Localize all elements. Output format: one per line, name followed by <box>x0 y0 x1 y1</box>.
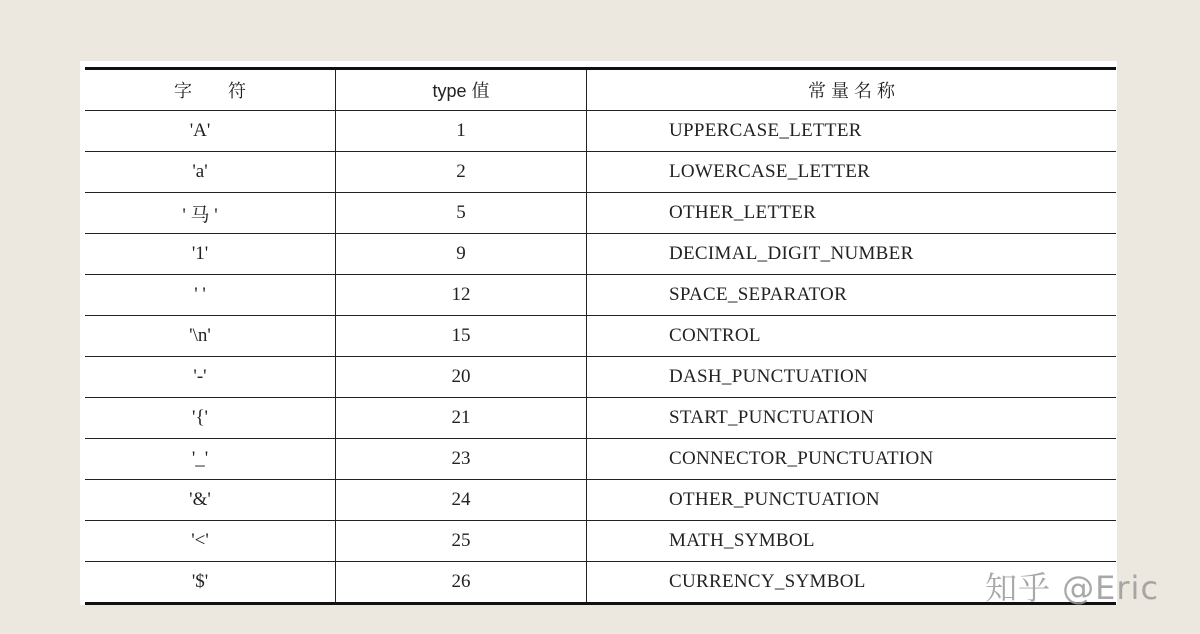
header-type-value: type 值 <box>336 69 587 111</box>
table-row <box>85 398 1116 439</box>
cell-constant-name: LOWERCASE_LETTER <box>587 152 1117 193</box>
table-row <box>85 357 1116 398</box>
cell-character: '{' <box>85 398 336 439</box>
cell-type-value: 5 <box>336 193 587 234</box>
cell-character: '-' <box>85 357 336 398</box>
cell-constant-name: UPPERCASE_LETTER <box>587 111 1117 152</box>
cell-constant-name: CONTROL <box>587 316 1117 357</box>
cell-constant-name: DASH_PUNCTUATION <box>587 357 1117 398</box>
cell-character: '1' <box>85 234 336 275</box>
table-row <box>85 316 1116 357</box>
cell-type-value: 2 <box>336 152 587 193</box>
table-row <box>85 193 1116 234</box>
character-type-table <box>85 67 1116 605</box>
cell-constant-name: CURRENCY_SYMBOL <box>587 562 1117 604</box>
cell-constant-name: OTHER_LETTER <box>587 193 1117 234</box>
cell-constant-name: DECIMAL_DIGIT_NUMBER <box>587 234 1117 275</box>
cell-type-value: 20 <box>336 357 587 398</box>
header-character: 字 符 <box>85 69 336 111</box>
header-constant-name: 常 量 名 称 <box>587 69 1117 111</box>
watermark: 知乎 @Eric <box>985 569 1160 607</box>
cell-character: ' 马 ' <box>85 193 336 234</box>
cell-character: ' ' <box>85 275 336 316</box>
table-row <box>85 111 1116 152</box>
cell-type-value: 21 <box>336 398 587 439</box>
cell-type-value: 1 <box>336 111 587 152</box>
cell-character: '\n' <box>85 316 336 357</box>
table-row <box>85 562 1116 604</box>
cell-constant-name: MATH_SYMBOL <box>587 521 1117 562</box>
table-header-row <box>85 69 1116 111</box>
table-row <box>85 275 1116 316</box>
cell-constant-name: CONNECTOR_PUNCTUATION <box>587 439 1117 480</box>
cell-type-value: 9 <box>336 234 587 275</box>
cell-constant-name: SPACE_SEPARATOR <box>587 275 1117 316</box>
cell-type-value: 24 <box>336 480 587 521</box>
cell-type-value: 15 <box>336 316 587 357</box>
table-row <box>85 152 1116 193</box>
cell-character: 'A' <box>85 111 336 152</box>
cell-character: 'a' <box>85 152 336 193</box>
cell-type-value: 26 <box>336 562 587 604</box>
cell-character: '_' <box>85 439 336 480</box>
cell-constant-name: OTHER_PUNCTUATION <box>587 480 1117 521</box>
table-row <box>85 234 1116 275</box>
cell-type-value: 23 <box>336 439 587 480</box>
cell-character: '$' <box>85 562 336 604</box>
table-row <box>85 439 1116 480</box>
table-row <box>85 521 1116 562</box>
cell-constant-name: START_PUNCTUATION <box>587 398 1117 439</box>
cell-character: '<' <box>85 521 336 562</box>
table-row <box>85 480 1116 521</box>
cell-character: '&' <box>85 480 336 521</box>
cell-type-value: 25 <box>336 521 587 562</box>
cell-type-value: 12 <box>336 275 587 316</box>
